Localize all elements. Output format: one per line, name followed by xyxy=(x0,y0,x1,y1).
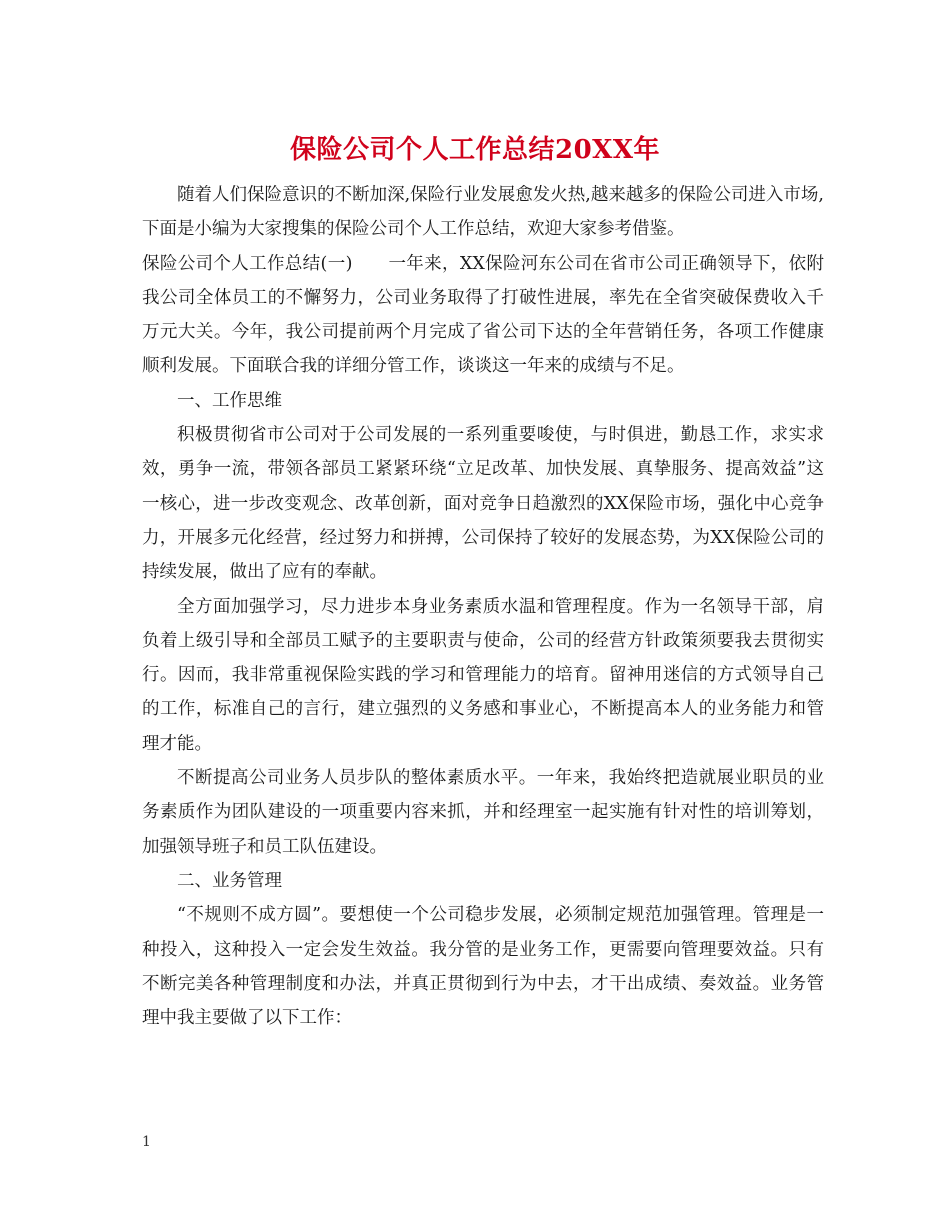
document-body xyxy=(142,178,824,1035)
section-heading-work-thinking: 一、工作思维 xyxy=(177,390,282,411)
paragraph-study: 全方面加强学习，尽力进步本身业务素质水温和管理程度。作为一名领导干部，肩负着上级引导和全部员工赋予的主要职责与使命，公司的经营方针政策须要我去贯彻实行。因而，我非常重视保险实践的学习和管理能力的培育。留神用迷信的方式领导自己的工作，标准自己的言行，建立强烈的义务感和事业心，不断提高本人的业务能力和管理才能。 xyxy=(142,596,824,754)
paragraph-summary-one: 保险公司个人工作总结(一) 一年来，XX保险河东公司在省市公司正确领导下，依附我公司全体员工的不懈努力，公司业务取得了打破性进展，率先在全省突破保费收入千万元大关。今年，我公司提前两个月完成了省公司下达的全年营销任务，各项工作健康顺利发展。下面联合我的详细分管工作，谈谈这一年来的成绩与不足。 xyxy=(142,253,824,377)
document-title: 保险公司个人工作总结20XX年 xyxy=(289,135,661,165)
page-number: 1 xyxy=(142,1134,151,1150)
paragraph-business-management: “不规则不成方圆”。要想使一个公司稳步发展，必须制定规范加强管理。管理是一种投入，这种投入一定会发生效益。我分管的是业务工作，更需要向管理要效益。只有不断完美各种管理制度和办法，并真正贯彻到行为中去，才干出成绩、奏效益。业务管理中我主要做了以下工作： xyxy=(142,905,824,1029)
section-heading-business-management: 二、业务管理 xyxy=(177,870,282,891)
paragraph-team-quality: 不断提高公司业务人员步队的整体素质水平。一年来，我始终把造就展业职员的业务素质作为团队建设的一项重要内容来抓，并和经理室一起实施有针对性的培训筹划，加强领导班子和员工队伍建设。 xyxy=(142,768,824,857)
paragraph-intro: 随着人们保险意识的不断加深,保险行业发展愈发火热,越来越多的保险公司进入市场,下面是小编为大家搜集的保险公司个人工作总结，欢迎大家参考借鉴。 xyxy=(142,185,824,240)
paragraph-work-thinking: 积极贯彻省市公司对于公司发展的一系列重要唆使，与时俱进，勤恳工作，求实求效，勇争一流，带领各部员工紧紧环绕“立足改革、加快发展、真挚服务、提高效益”这一核心，进一步改变观念、改革创新，面对竞争日趋激烈的XX保险市场，强化中心竞争力，开展多元化经营，经过努力和拼搏，公司保持了较好的发展态势，为XX保险公司的持续发展，做出了应有的奉献。 xyxy=(142,425,824,583)
